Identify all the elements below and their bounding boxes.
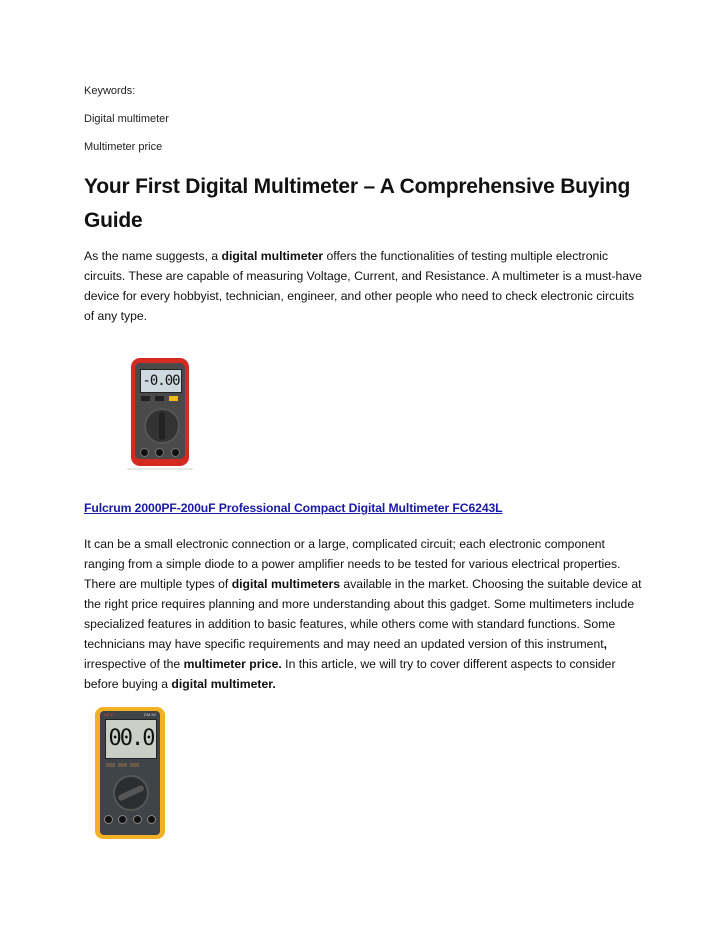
body-bold-multimeter-price: multimeter price. bbox=[183, 657, 282, 671]
power-button bbox=[106, 763, 115, 767]
multimeter-face bbox=[135, 363, 185, 459]
rotary-dial bbox=[144, 408, 180, 444]
intro-bold-digital-multimeter: digital multimeter bbox=[221, 249, 324, 263]
button-row bbox=[141, 396, 179, 401]
model-label: DM-92 bbox=[143, 712, 156, 717]
range-button bbox=[155, 396, 164, 401]
function-button bbox=[169, 396, 178, 401]
brand-label: BEST bbox=[104, 712, 115, 717]
probe-jack bbox=[147, 815, 156, 824]
keyword-digital-multimeter: Digital multimeter bbox=[84, 113, 169, 125]
intro-text-2: offers the functionalities of testing multiple electronic circuits. These are capable of measuring Voltage, Current, and Resistance. A multimeter is a must-have device for every hobbyist, technician, engineer, and other people who need to check electronic circuits of any type. bbox=[84, 249, 642, 323]
body-bold-digital-multimeter: digital multimeter. bbox=[171, 677, 276, 691]
probe-jack bbox=[104, 815, 113, 824]
article-title: Your First Digital Multimeter – A Comprehensive Buying Guide bbox=[84, 175, 631, 232]
product-link-fulcrum[interactable]: Fulcrum 2000PF-200uF Professional Compact Digital Multimeter FC6243L bbox=[84, 501, 503, 515]
probe-jack bbox=[118, 815, 127, 824]
body-bold-comma: , bbox=[603, 637, 607, 651]
body-text-3: irrespective of the bbox=[84, 657, 184, 671]
multimeter-image-red bbox=[131, 358, 189, 470]
probe-jack bbox=[171, 448, 180, 457]
body-text-2: available in the market. Choosing the suitable device at the right price requires planning and more understanding about this gadget. Some multimeters include specialized features in addition to basic features, while others come with standard functions. Some technicians may have specific requirements and may need an updated version of this instrument bbox=[84, 577, 642, 651]
dial-knob bbox=[117, 784, 145, 801]
hold-button bbox=[118, 763, 127, 767]
body-text-4: In this article, we will try to cover different aspects to consider before buying a bbox=[84, 657, 616, 691]
intro-paragraph bbox=[84, 246, 644, 326]
multimeter-image-yellow bbox=[95, 707, 165, 839]
rotary-dial bbox=[113, 775, 149, 811]
keyword-multimeter-price: Multimeter price bbox=[84, 141, 163, 153]
hold-button bbox=[141, 396, 150, 401]
intro-text-1: As the name suggests, a bbox=[84, 249, 222, 263]
dial-knob bbox=[159, 412, 165, 440]
probe-jack bbox=[140, 448, 149, 457]
probe-jack bbox=[155, 448, 164, 457]
body-bold-digital-multimeters: digital multimeters bbox=[231, 577, 341, 591]
keywords-label: Keywords: bbox=[84, 85, 136, 97]
multimeter-display: 00.0 bbox=[105, 719, 157, 759]
probe-jack bbox=[133, 815, 142, 824]
multimeter-display: -0.00 bbox=[140, 369, 182, 393]
body-paragraph bbox=[84, 534, 644, 694]
light-button bbox=[130, 763, 139, 767]
multimeter-face bbox=[100, 711, 160, 835]
body-text-1: It can be a small electronic connection or a large, complicated circuit; each electronic component ranging from a simple diode to a power amplifier needs to be tested for various electrical properties. There are multiple types of bbox=[84, 537, 621, 591]
image-shadow bbox=[127, 468, 193, 470]
